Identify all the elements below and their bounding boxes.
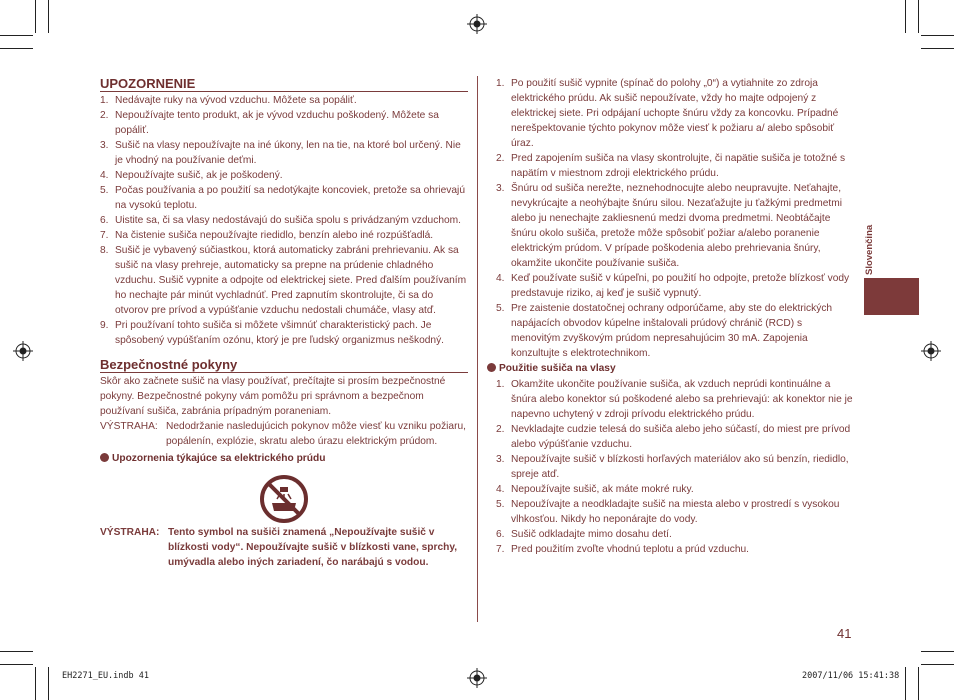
list-item-number: 4. bbox=[496, 484, 505, 495]
list-item bbox=[496, 527, 854, 542]
footer-file: EH2271_EU.indb 41 bbox=[62, 671, 149, 681]
language-tab bbox=[864, 278, 919, 315]
list-item bbox=[100, 213, 468, 228]
no-water-symbol-icon bbox=[258, 473, 310, 525]
list-item-text: Pri používaní tohto sušiča si môžete všimnúť charakteristický pach. Je spôsobený vypúšťaním ozónu, ktorý je pre ľudský organizmus neškodný. bbox=[115, 320, 444, 346]
list-item-text: Nepoužívajte sušič, ak je poškodený. bbox=[115, 170, 283, 181]
list-item bbox=[496, 151, 854, 181]
list-item-text: Nedávajte ruky na vývod vzduchu. Môžete sa popáliť. bbox=[115, 95, 357, 106]
list-item bbox=[496, 301, 854, 361]
list-item-text: Uistite sa, či sa vlasy nedostávajú do sušiča spolu s privádzaným vzduchom. bbox=[115, 215, 461, 226]
list-item bbox=[496, 181, 854, 271]
power-list bbox=[496, 76, 854, 361]
list-item-number: 1. bbox=[496, 379, 505, 390]
warning-text: Nedodržanie nasledujúcich pokynov môže viesť ku vzniku požiaru, popálenín, explózie, skratu alebo úrazu elektrickým prúdom. bbox=[166, 421, 466, 447]
symbol-area bbox=[100, 467, 468, 527]
list-item bbox=[100, 93, 468, 108]
usage-subheading bbox=[487, 361, 854, 377]
warning2-text: Tento symbol na sušiči znamená „Nepoužívajte sušič v blízkosti vody“. Nepoužívajte sušič v blízkosti vane, sprchy, umývadla alebo iných zariadení, čo narábajú s vodou. bbox=[168, 527, 458, 568]
list-item-number: 3. bbox=[100, 140, 109, 151]
list-item bbox=[100, 228, 468, 243]
electric-subheading-text: Upozornenia týkajúce sa elektrického prúdu bbox=[112, 453, 326, 464]
warning-block bbox=[100, 419, 468, 449]
language-label bbox=[864, 215, 878, 275]
language-label-text: Slovenčina bbox=[864, 224, 875, 275]
warning-label: VÝSTRAHA: bbox=[100, 421, 158, 432]
list-item-text: Keď používate sušič v kúpeľni, po použití ho odpojte, pretože blízkosť vody predstavuje riziko, aj keď je sušič vypnutý. bbox=[511, 273, 850, 299]
left-column bbox=[100, 76, 468, 570]
bullet-dot-icon bbox=[487, 363, 496, 372]
list-item bbox=[496, 482, 854, 497]
list-item bbox=[496, 377, 854, 422]
list-item bbox=[496, 542, 854, 557]
column-divider bbox=[477, 76, 478, 622]
list-item-number: 1. bbox=[496, 78, 505, 89]
section-heading-warning: UPOZORNENIE bbox=[100, 76, 468, 92]
list-item-number: 4. bbox=[496, 273, 505, 284]
list-item-number: 7. bbox=[496, 544, 505, 555]
registration-mark-icon bbox=[13, 341, 33, 361]
list-item-number: 5. bbox=[496, 499, 505, 510]
list-item-number: 6. bbox=[100, 215, 109, 226]
list-item-text: Pre zaistenie dostatočnej ochrany odporúčame, aby ste do elektrických napájacích obvodov kúpelne inštalovali prúdový chránič (RCD) s menovitým zvyškovým prúdom nepresahujúcim 30 mA. Zapojenia konzultujte s elektrotechnikom. bbox=[511, 303, 833, 359]
list-item-text: Nepoužívajte a neodkladajte sušič na miesta alebo v prostredí s vysokou vlhkosťou. Nikdy ho neponárajte do vody. bbox=[511, 499, 840, 525]
list-item-number: 6. bbox=[496, 529, 505, 540]
list-item-number: 2. bbox=[100, 110, 109, 121]
list-item bbox=[100, 183, 468, 213]
list-item-number: 2. bbox=[496, 424, 505, 435]
list-item-text: Nepoužívajte sušič v blízkosti horľavých materiálov ako sú benzín, riedidlo, spreje atď. bbox=[511, 454, 849, 480]
registration-mark-icon bbox=[467, 14, 487, 34]
warning2-block bbox=[100, 525, 468, 570]
list-item-text: Sušič na vlasy nepoužívajte na iné úkony, len na tie, na ktoré bol určený. Nie je vhodný na používanie deťmi. bbox=[115, 140, 461, 166]
right-column bbox=[496, 76, 854, 557]
list-item bbox=[496, 452, 854, 482]
list-item-number: 3. bbox=[496, 454, 505, 465]
list-item-text: Šnúru od sušiča nerežte, neznehodnocujte alebo neupravujte. Neťahajte, nevykrúcajte a neohýbajte šnúru silou. Nezaťažujte ju ťažkými predmetmi alebo ju nenechajte zakliesnenú medzi dvoma predmetmi. Neobtáčajte šnúru okolo sušiča, pretože môže spôsobiť požiar a/alebo poranenie elektrickým prúdom. V prípade poškodenia alebo prehrievania šnúry, okamžite ukončite používanie sušiča. bbox=[511, 183, 842, 269]
electric-subheading bbox=[100, 451, 468, 467]
list-item-number: 4. bbox=[100, 170, 109, 181]
page-number: 41 bbox=[837, 626, 852, 641]
list-item bbox=[100, 108, 468, 138]
list-item-number: 5. bbox=[496, 303, 505, 314]
list-item bbox=[496, 76, 854, 151]
list-item-text: Na čistenie sušiča nepoužívajte riedidlo, benzín alebo iné rozpúšťadlá. bbox=[115, 230, 434, 241]
usage-list bbox=[496, 377, 854, 557]
list-item bbox=[100, 138, 468, 168]
list-item-number: 2. bbox=[496, 153, 505, 164]
list-item-text: Počas používania a po použití sa nedotýkajte koncoviek, pretože sa ohrievajú na vysokú teplotu. bbox=[115, 185, 465, 211]
warning2-label: VÝSTRAHA: bbox=[100, 527, 160, 538]
usage-subheading-text: Použitie sušiča na vlasy bbox=[499, 363, 616, 374]
list-item-number: 9. bbox=[100, 320, 109, 331]
list-item-text: Nepoužívajte tento produkt, ak je vývod vzduchu poškodený. Môžete sa popáliť. bbox=[115, 110, 439, 136]
safety-intro: Skôr ako začnete sušič na vlasy používať, prečítajte si prosím bezpečnostné pokyny. Bezpečnostné pokyny vám pomôžu pri správnom a bezpečnom používaní sušiča, zabránia prípadným poraneniam. bbox=[100, 376, 446, 417]
registration-mark-icon bbox=[467, 668, 487, 688]
list-item-text: Po použití sušič vypnite (spínač do polohy „0“) a vytiahnite zo zdroja elektrického prúdu. Ak sušič nepoužívate, vždy ho majte odpojený z elektrickej siete. Pri odpájaní uchopte šnúru vždy za koncovku. Prípadné nerešpektovanie týchto pokynov môže viesť k požiaru a/ alebo spôsobiť úraz. bbox=[511, 78, 839, 149]
bullet-dot-icon bbox=[100, 453, 109, 462]
list-item bbox=[496, 497, 854, 527]
list-item-number: 1. bbox=[100, 95, 109, 106]
list-item bbox=[496, 271, 854, 301]
list-item bbox=[100, 243, 468, 318]
list-item bbox=[100, 168, 468, 183]
list-item-number: 3. bbox=[496, 183, 505, 194]
list-item-text: Sušič odkladajte mimo dosahu detí. bbox=[511, 529, 672, 540]
list-item-number: 8. bbox=[100, 245, 109, 256]
section-heading-safety: Bezpečnostné pokyny bbox=[100, 357, 468, 373]
list-item-text: Nevkladajte cudzie telesá do sušiča alebo jeho súčastí, do miest pre prívod alebo výpúšťanie vzduchu. bbox=[511, 424, 851, 450]
list-item-text: Pred zapojením sušiča na vlasy skontrolujte, či napätie sušiča je totožné s napätím v miestnom zdroji elektrického prúdu. bbox=[511, 153, 846, 179]
list-item bbox=[100, 318, 468, 348]
list-item-number: 5. bbox=[100, 185, 109, 196]
warning-list bbox=[100, 93, 468, 348]
footer-datetime: 2007/11/06 15:41:38 bbox=[802, 671, 900, 681]
list-item-number: 7. bbox=[100, 230, 109, 241]
registration-mark-icon bbox=[921, 341, 941, 361]
list-item-text: Pred použitím zvoľte vhodnú teplotu a prúd vzduchu. bbox=[511, 544, 749, 555]
list-item-text: Nepoužívajte sušič, ak máte mokré ruky. bbox=[511, 484, 694, 495]
list-item bbox=[496, 422, 854, 452]
list-item-text: Okamžite ukončite používanie sušiča, ak vzduch neprúdi kontinuálne a šnúra alebo konektor sú poškodené alebo sa prehrievajú: ak konektor nie je napevno uchytený v zdroji prívodu elektrického prúdu. bbox=[511, 379, 853, 420]
list-item-text: Sušič je vybavený súčiastkou, ktorá automaticky zabráni prehrievaniu. Ak sa sušič na vlasy prehreje, automaticky sa prepne na prúdenie chladného vzduchu. Sušič vypnite a odpojte od elektrickej siete. Pred ďalším používaním ho nechajte pár minút vychladnúť. Pred zapnutím skontrolujte, či sa do otvorov pre prívod a vypúšťanie vzduchu nedostali chumáče, vlasy atď. bbox=[115, 245, 467, 316]
